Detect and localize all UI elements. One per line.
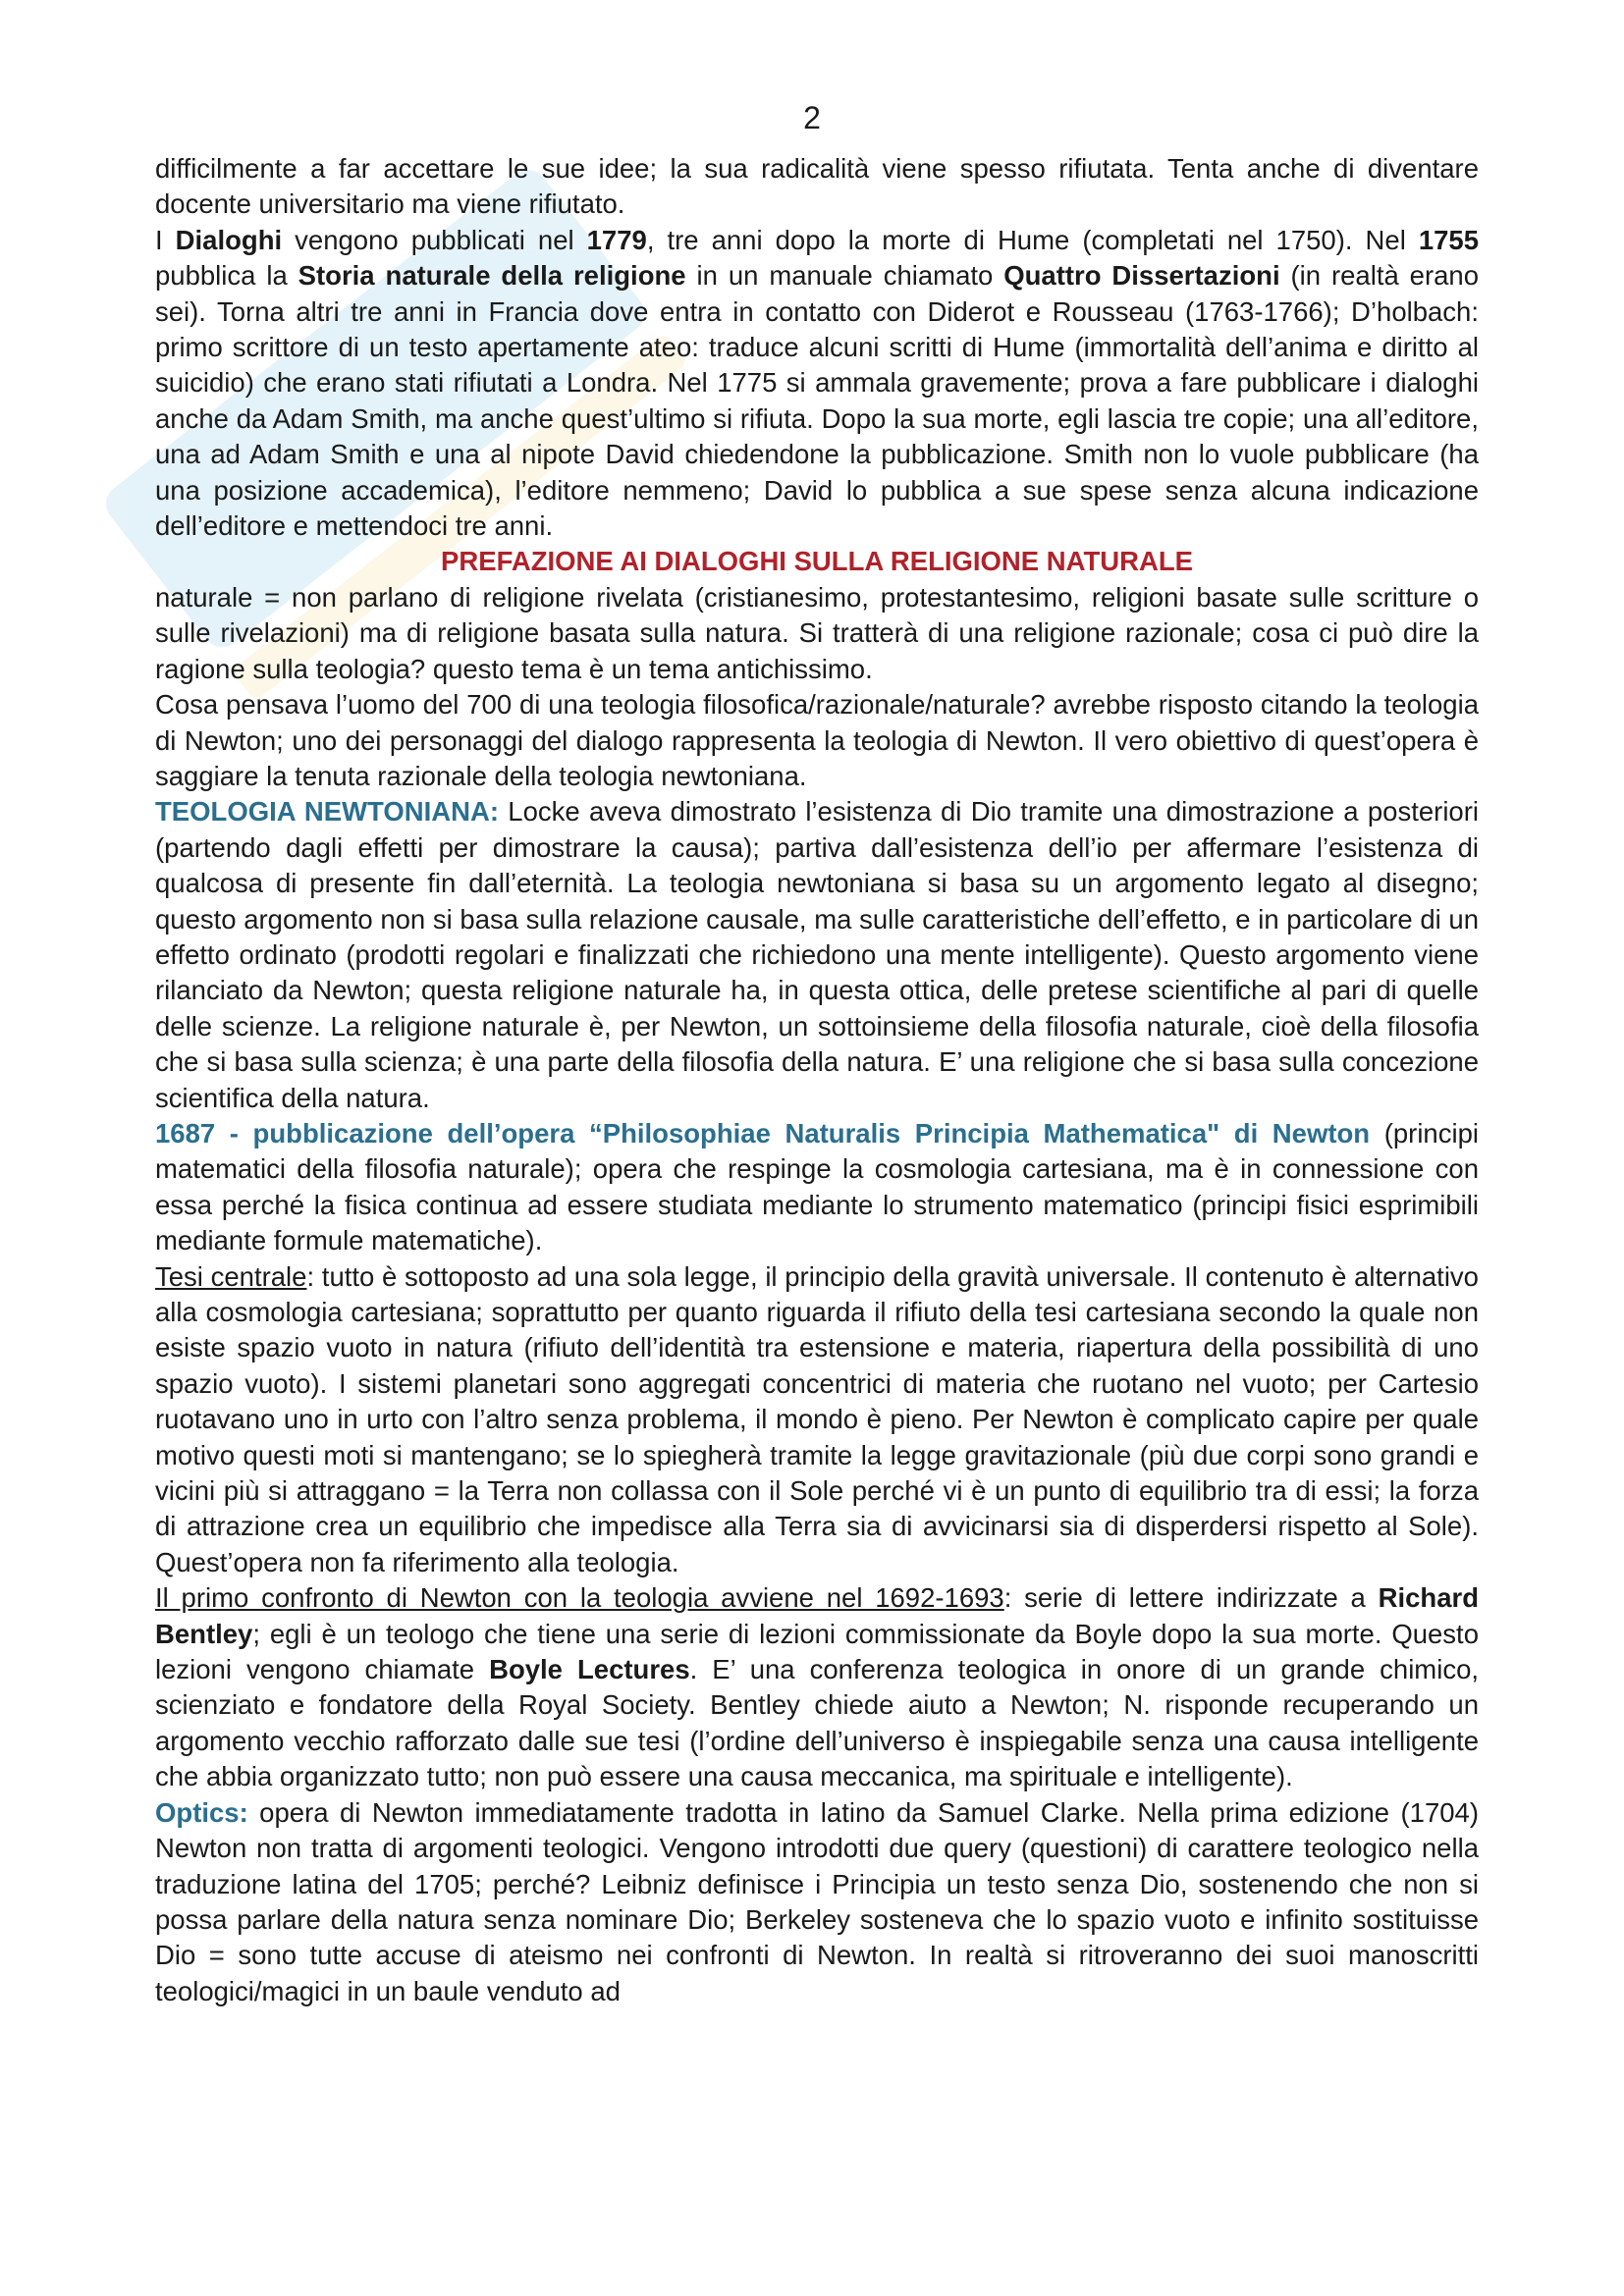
paragraph: Tesi centrale: tutto è sottoposto ad una sola legge, il principio della gravità universale. Il contenuto è alternativo alla cosmologia cartesiana; soprattutto per quanto riguarda il rifiuto della tesi cartesiana secondo la quale non esiste spazio vuoto in natura (rifiuto dell’identità tra estensione e materia, riapertura della possibilità di uno spazio vuoto). I sistemi planetari sono aggregati concentrici di materia che ruotano nel vuoto; per Cartesio ruotavano uno in urto con l’altro senza problema, il mondo è pieno. Per Newton è complicato capire per quale motivo questi moti si mantengano; se lo spiegherà tramite la legge gravitazionale (più due corpi sono grandi e vicini più si attraggano = la Terra non collassa con il Sole perché vi è un punto di equilibrio tra di essi; la forza di attrazione crea un equilibrio che impedisce alla Terra sia di avvicinarsi sia di disperdersi rispetto al Sole). Quest’opera non fa riferimento alla teologia. [155, 1260, 1479, 1577]
paragraph: 1687 - pubblicazione dell’opera “Philosophiae Naturalis Principia Mathematica" di Newton (principi matematici della filosofia naturale); opera che respinge la cosmologia cartesiana, ma è in connessione con essa perché la fisica continua ad essere studiata mediante lo strumento matematico (principi fisici esprimibili mediante formule matematiche). [155, 1117, 1479, 1256]
bold-term: Storia naturale della religione [298, 260, 686, 292]
paragraph: Optics: opera di Newton immediatamente tradotta in latino da Samuel Clarke. Nella prima edizione (1704) Newton non tratta di argomenti teologici. Vengono introdotti due query (questioni) di carattere teologico nella traduzione latina del 1705; perché? Leibniz definisce i Principia un testo senza Dio, sostenendo che non si possa parlare della natura senza nominare Dio; Berkeley sosteneva che lo spazio vuoto e infinito sostituisse Dio = sono tutte accuse di ateismo nei confronti di Newton. In realtà si ritroveranno dei suoi manoscritti teologici/magici in un baule venduto ad [155, 1796, 1479, 2006]
paragraph: TEOLOGIA NEWTONIANA: Locke aveva dimostrato l’esistenza di Dio tramite una dimostrazione a posteriori (partendo dagli effetti per dimostrare la causa); partiva dall’esistenza dell’io per affermare l’esistenza di qualcosa di presente fin dall’eternità. La teologia newtoniana si basa su un argomento legato al disegno; questo argomento non si basa sulla relazione causale, ma sulle caratteristiche dell’effetto, e in particolare di un effetto ordinato (prodotti regolari e finalizzati che richiedono una mente intelligente). Questo argomento viene rilanciato da Newton; questa religione naturale ha, in questa ottica, delle pretese scientifiche al pari di quelle delle scienze. La religione naturale è, per Newton, un sottoinsieme della filosofia naturale, cioè della filosofia che si basa sulla scienza; è una parte della filosofia della natura. E’ una religione che si basa sulla concezione scientifica della natura. [155, 796, 1479, 1113]
bold-term: Boyle Lectures [489, 1654, 690, 1685]
paragraph: I Dialoghi vengono pubblicati nel 1779, tre anni dopo la morte di Hume (completati nel 1750). Nel 1755 pubblica la Storia naturale della religione in un manuale chiamato Quattro Dissertazioni (in realtà erano sei). Torna altri tre anni in Francia dove entra in contatto con Diderot e Rousseau (1763-1766); D’holbach: primo scrittore di un testo apertamente ateo: traduce alcuni scritti di Hume (immortalità dell’anima e diritto al suicidio) che erano stati rifiutati a Londra. Nel 1775 si ammala gravemente; prova a fare pubblicare i dialoghi anche da Adam Smith, ma anche quest’ultimo si rifiuta. Dopo la sua morte, egli lascia tre copie; una all’editore, una ad Adam Smith e una al nipote David chiedendone la pubblicazione. Smith non lo vuole pubblicare (ha una posizione accademica), l’editore nemmeno; David lo pubblica a sue spese senza alcuna indicazione dell’editore e mettendoci tre anni. [155, 224, 1480, 542]
bold-term: 1755 [1418, 224, 1480, 255]
bold-term: 1779 [586, 224, 647, 255]
paragraph: Cosa pensava l’uomo del 700 di una teologia filosofica/razionale/naturale? avrebbe risposto citando la teologia di Newton; uno dei personaggi del dialogo rappresenta la teologia di Newton. Il vero obiettivo di quest’opera è saggiare la tenuta razionale della teologia newtoniana. [155, 689, 1479, 791]
bold-term: Dialoghi [175, 224, 283, 255]
underlined-lead: Tesi centrale [155, 1260, 307, 1292]
section-lead: Optics: [155, 1796, 248, 1828]
bold-term: Richard Bentley [155, 1582, 1479, 1649]
underlined-lead: Il primo confronto di Newton con la teologia avviene nel 1692-1693 [155, 1582, 1004, 1614]
document-body [155, 151, 1479, 2009]
paragraph: naturale = non parlano di religione rivelata (cristianesimo, protestantesimo, religioni basate sulle scritture o sulle rivelazioni) ma di religione basata sulla natura. Si tratterà di una religione razionale; cosa ci può dire la ragione sulla teologia? questo tema è un tema antichissimo. [155, 581, 1479, 684]
section-heading: PREFAZIONE AI DIALOGHI SULLA RELIGIONE NATURALE [441, 546, 1193, 577]
bold-term: Quattro Dissertazioni [1003, 260, 1280, 292]
page-number: 2 [803, 100, 821, 135]
paragraph: difficilmente a far accettare le sue idee; la sua radicalità viene spesso rifiutata. Tenta anche di diventare docente universitario ma viene rifiutato. [155, 153, 1479, 220]
section-lead: 1687 - pubblicazione dell’opera “Philosophiae Naturalis Principia Mathematica" di Newton [155, 1117, 1371, 1148]
paragraph: Il primo confronto di Newton con la teologia avviene nel 1692-1693: serie di lettere indirizzate a Richard Bentley; egli è un teologo che tiene una serie di lezioni commissionate da Boyle dopo la sua morte. Questo lezioni vengono chiamate Boyle Lectures. E’ una conferenza teologica in onore di un grande chimico, scienziato e fondatore della Royal Society. Bentley chiede aiuto a Newton; N. risponde recuperando un argomento vecchio rafforzato dalle sue tesi (l’ordine dell’universo è inspiegabile senza una causa intelligente che abbia organizzato tutto; non può essere una causa meccanica, ma spirituale e intelligente). [155, 1582, 1480, 1792]
section-lead: TEOLOGIA NEWTONIANA: [155, 796, 499, 828]
